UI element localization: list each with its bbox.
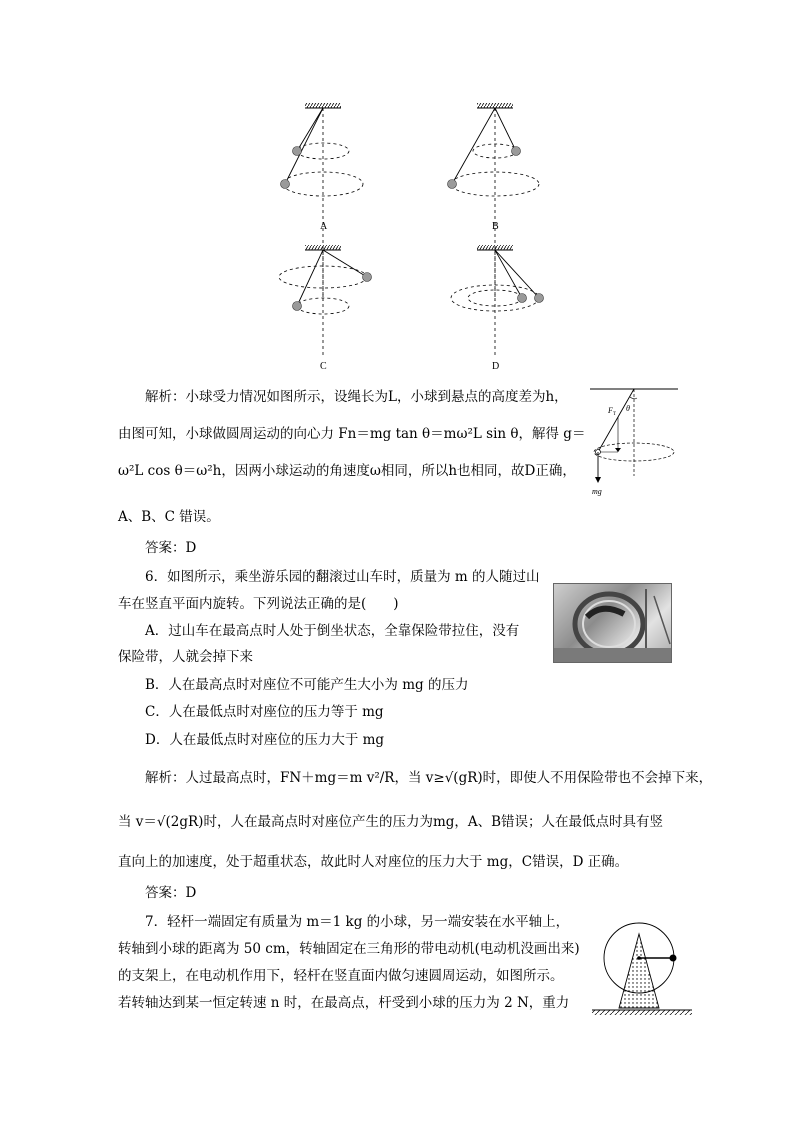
roller-coaster-photo: [553, 583, 672, 663]
pendulum-figure-a: [281, 103, 364, 301]
pendulum-figure-c: [279, 245, 372, 356]
tension-subscript: T: [613, 412, 617, 417]
answer5: 答案：D: [145, 540, 197, 556]
figure-label-b: B: [492, 221, 499, 232]
analysis5-line4: A、B、C 错误。: [118, 509, 220, 525]
pendulum-figure-b: [448, 103, 540, 301]
answer6: 答案：D: [145, 885, 197, 901]
rod-stand-diagram: [592, 918, 692, 1016]
analysis5-line2: 由图可知，小球做圆周运动的向心力 Fn＝mg tan θ＝mω²L sin θ，解得 g＝: [118, 426, 586, 442]
figure-label-a: A: [320, 221, 328, 232]
analysis5-line1: 解析：小球受力情况如图所示，设绳长为L，小球到悬点的高度差为h，: [145, 389, 568, 405]
q6-option-d: D．人在最低点时对座位的压力大于 mg: [145, 732, 385, 748]
weight-label: mg: [592, 487, 602, 496]
q6-stem-line2: 车在竖直平面内旋转。下列说法正确的是( ): [118, 596, 399, 612]
analysis6-line1: 解析：人过最高点时，FN＋mg＝m v²/R，当 v≥√(gR)时，即使人不用保险带也不会掉下来，: [145, 770, 713, 786]
q7-line3: 的支架上，在电动机作用下，轻杆在竖直面内做匀速圆周运动，如图所示。: [118, 968, 564, 984]
q7-line1: 7．轻杆一端固定有质量为 m＝1 kg 的小球，另一端安装在水平轴上，: [145, 914, 570, 930]
analysis6-line3: 直向上的加速度，处于超重状态，故此时人对座位的压力大于 mg，C错误，D 正确。: [118, 854, 629, 870]
q6-option-a-line2: 保险带，人就会掉下来: [118, 649, 253, 665]
q6-stem-line1: 6．如图所示，乘坐游乐园的翻滚过山车时，质量为 m 的人随过山: [145, 569, 540, 585]
analysis6-line2: 当 v＝√(2gR)时，人在最高点时对座位产生的压力为mg，A、B错误；人在最低点时具有竖: [118, 814, 664, 830]
q7-line2: 转轴到小球的距离为 50 cm，转轴固定在三角形的带电动机(电动机没画出来): [118, 941, 580, 957]
pendulum-figure-d: [451, 245, 544, 356]
q6-option-a-line1: A．过山车在最高点时人处于倒坐状态，全靠保险带拉住，没有: [145, 623, 520, 639]
analysis5-line3: ω²L cos θ＝ω²h，因两小球运动的角速度ω相同，所以h也相同，故D正确，: [118, 463, 576, 479]
q6-option-b: B．人在最高点时对座位不可能产生大小为 mg 的压力: [145, 677, 469, 693]
angle-label: θ: [626, 404, 630, 413]
pendulum-figures: [260, 96, 560, 376]
figure-label-c: C: [320, 361, 327, 372]
roller-coaster-loop-icon: [554, 584, 671, 662]
q7-line4: 若转轴达到某一恒定转速 n 时，在最高点，杆受到小球的压力为 2 N，重力: [118, 995, 570, 1011]
q6-option-c: C．人在最低点时对座位的压力等于 mg: [145, 704, 384, 720]
tension-label: F: [608, 406, 613, 415]
force-diagram: [588, 386, 680, 498]
figure-label-d: D: [492, 361, 500, 372]
